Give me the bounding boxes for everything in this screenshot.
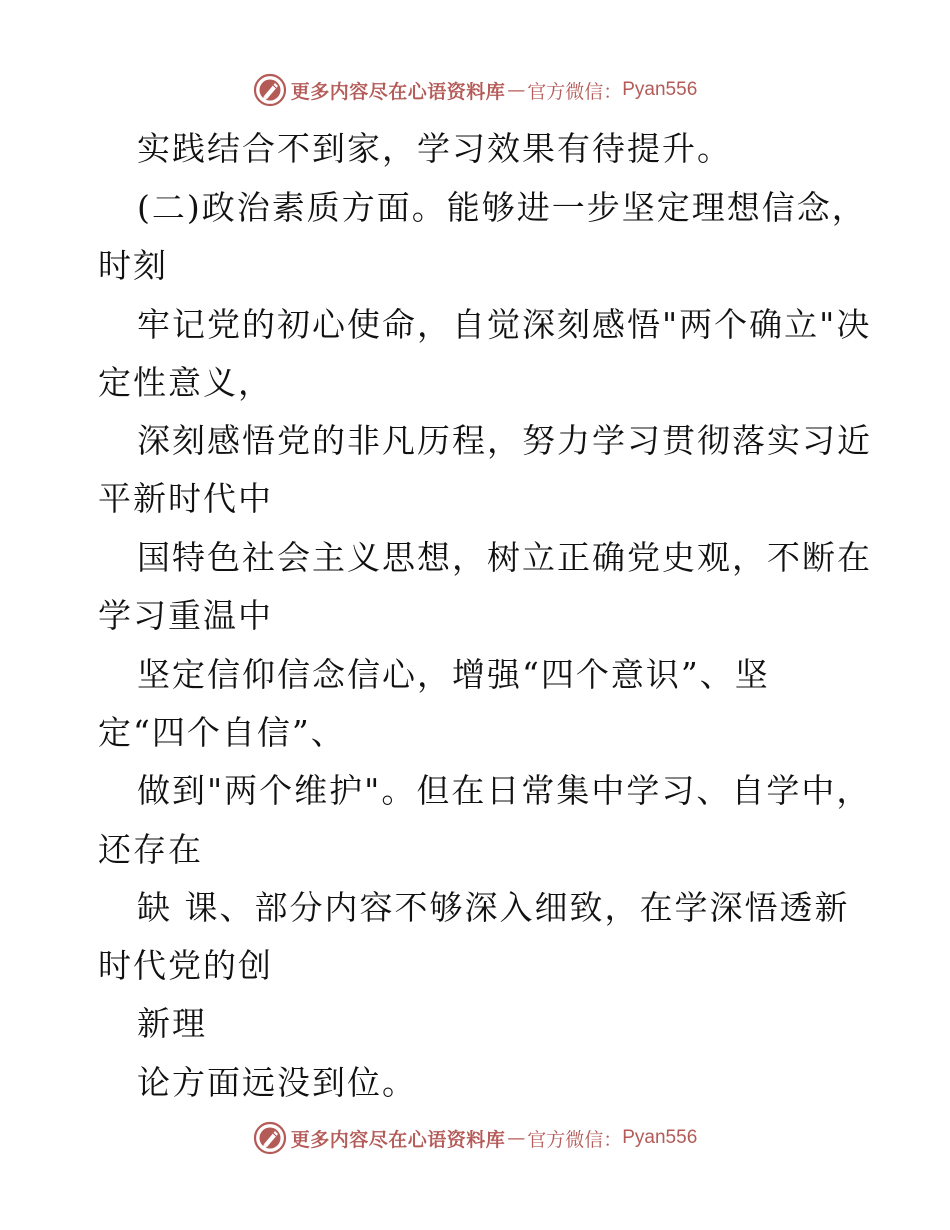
body-line: 学习重温中 — [98, 596, 273, 635]
body-line: 定“四个自信”、 — [98, 713, 346, 752]
body-line: 实践结合不到家，学习效果有待提升。 — [137, 129, 732, 168]
body-line: 还存在 — [98, 830, 203, 869]
body-line: 论方面远没到位。 — [137, 1063, 417, 1102]
body-line: 新理 — [137, 1004, 207, 1043]
pen-seal-logo-icon — [253, 1121, 287, 1155]
body-line: (二)政治素质方面。能够进一步坚定理想信念， — [137, 188, 867, 227]
body-line: 做到"两个维护"。但在日常集中学习、自学中， — [137, 771, 872, 810]
footer-watermark-banner — [0, 1118, 950, 1158]
wechat-id: Pyan556 — [622, 1127, 698, 1148]
body-line: 时代党的创 — [98, 946, 273, 985]
promo-text: 更多内容尽在心语资料库 — [290, 80, 506, 103]
banner-separator: — — [507, 79, 526, 101]
wechat-label: 官方微信： — [527, 80, 623, 103]
body-line: 坚定信仰信念信心，增强“四个意识”、坚 — [137, 655, 770, 694]
body-line: 国特色社会主义思想，树立正确党史观，不断在 — [137, 538, 872, 577]
wechat-label: 官方微信： — [527, 1128, 623, 1151]
body-line: 深刻感悟党的非凡历程，努力学习贯彻落实习近 — [137, 421, 872, 460]
body-line: 平新时代中 — [98, 479, 273, 518]
banner-separator: — — [507, 1127, 526, 1149]
body-line: 时刻 — [98, 246, 168, 285]
wechat-id: Pyan556 — [622, 79, 698, 100]
promo-text: 更多内容尽在心语资料库 — [290, 1128, 506, 1151]
body-line: 牢记党的初心使命，自觉深刻感悟"两个确立"决 — [137, 305, 872, 344]
body-line: 缺 课、部分内容不够深入细致，在学深悟透新 — [137, 888, 850, 927]
body-line: 定性意义， — [98, 363, 273, 402]
